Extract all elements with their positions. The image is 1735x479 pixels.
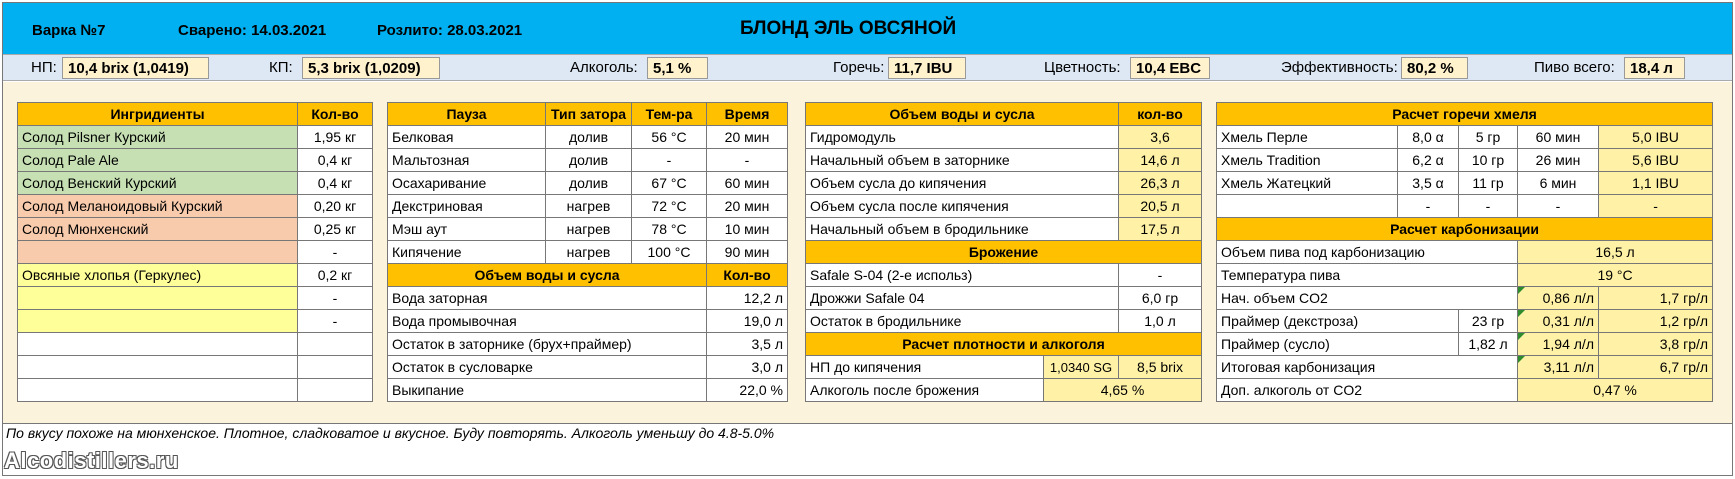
- hop-grams: 11 гр: [1459, 172, 1518, 195]
- ingredient-name: [18, 379, 298, 402]
- mash-temp: -: [632, 149, 707, 172]
- og-label: НП:: [31, 59, 57, 76]
- efficiency-label: Эффективность:: [1281, 59, 1398, 76]
- primer-wort-label: Праймер (сусло): [1217, 333, 1459, 356]
- gravity-header: Расчет плотности и алкоголя: [806, 333, 1202, 356]
- water-value: 3,0 л: [707, 356, 788, 379]
- ibu-label: Горечь:: [833, 59, 885, 76]
- table-row: [18, 356, 373, 379]
- total-carb-label: Итоговая карбонизация: [1217, 356, 1518, 379]
- table-row: [18, 195, 373, 218]
- hop-ibu: 5,0 IBU: [1599, 126, 1713, 149]
- primer-wort-vol: 1,94 л/л: [1518, 333, 1599, 356]
- mash-temp: 67 °C: [632, 172, 707, 195]
- og-boil-label: НП до кипячения: [806, 356, 1044, 379]
- ingredient-name: Солод Мюнхенский: [18, 218, 298, 241]
- hop-time: -: [1518, 195, 1599, 218]
- table-row: [806, 126, 1202, 149]
- ingredient-qty: [298, 379, 373, 402]
- ingredient-qty: 1,95 кг: [298, 126, 373, 149]
- mash-type: нагрев: [546, 218, 632, 241]
- water-value: 19,0 л: [707, 310, 788, 333]
- hop-time: 26 мин: [1518, 149, 1599, 172]
- hop-time: 60 мин: [1518, 126, 1599, 149]
- volume-value: 3,6: [1119, 126, 1202, 149]
- hop-alpha: 8,0 α: [1398, 126, 1459, 149]
- hop-alpha: 3,5 α: [1398, 172, 1459, 195]
- mash-type: долив: [546, 172, 632, 195]
- volume-item: Гидромодуль: [806, 126, 1119, 149]
- mash-time: 90 мин: [707, 241, 788, 264]
- tasting-note: По вкусу похоже на мюнхенское. Плотное, сладковатое и вкусное. Буду повторять. Алкоголь уменьшу до 4.8-5.0%: [6, 425, 775, 441]
- primer-dextrose-grams: 1,2 гр/л: [1599, 310, 1713, 333]
- ferm-value: 1,0 л: [1119, 310, 1202, 333]
- primer-wort-grams: 3,8 гр/л: [1599, 333, 1713, 356]
- beer-volume-label: Объем пива под карбонизацию: [1217, 241, 1518, 264]
- table-row: [388, 126, 788, 149]
- table-row: [388, 172, 788, 195]
- water-value: 12,2 л: [707, 287, 788, 310]
- table-row: [18, 333, 373, 356]
- table-row: [806, 264, 1202, 287]
- total-beer-value: 18,4 л: [1624, 57, 1685, 79]
- water-header: Объем воды и сусла: [388, 264, 707, 287]
- table-row: [388, 218, 788, 241]
- beer-temp-value: 19 °C: [1518, 264, 1713, 287]
- hops-table: [1216, 102, 1713, 402]
- table-row: [18, 218, 373, 241]
- hop-grams: -: [1459, 195, 1518, 218]
- table-row: [1217, 264, 1713, 287]
- hop-ibu: 5,6 IBU: [1599, 149, 1713, 172]
- table-row: [18, 310, 373, 333]
- mash-time: 10 мин: [707, 218, 788, 241]
- ferm-value: 6,0 гр: [1119, 287, 1202, 310]
- volumes-header: Объем воды и сусла: [806, 103, 1119, 126]
- table-row: [18, 379, 373, 402]
- table-row: [806, 149, 1202, 172]
- abv-after-value: 4,65 %: [1044, 379, 1202, 402]
- fermentation-header: Брожение: [806, 241, 1202, 264]
- ingredient-qty: 0,4 кг: [298, 172, 373, 195]
- table-row: [1217, 379, 1713, 402]
- ingredient-name: Солод Меланоидовый Курский: [18, 195, 298, 218]
- co2-label: Нач. объем CO2: [1217, 287, 1518, 310]
- volume-value: 26,3 л: [1119, 172, 1202, 195]
- ferm-item: Остаток в бродильнике: [806, 310, 1119, 333]
- table-row: [388, 149, 788, 172]
- mash-type: нагрев: [546, 195, 632, 218]
- primer-wort-amount: 1,82 л: [1459, 333, 1518, 356]
- ibu-value: 11,7 IBU: [888, 57, 966, 79]
- table-row: [1217, 287, 1713, 310]
- volume-value: 20,5 л: [1119, 195, 1202, 218]
- table-row: [806, 287, 1202, 310]
- fg-label: КП:: [269, 59, 293, 76]
- brew-date: Сварено: 14.03.2021: [178, 22, 327, 39]
- mash-pause: Осахаривание: [388, 172, 546, 195]
- og-boil-sg: 1,0340 SG: [1044, 356, 1119, 379]
- hop-grams: 5 гр: [1459, 126, 1518, 149]
- mash-temp: 56 °C: [632, 126, 707, 149]
- hop-name: Хмель Перле: [1217, 126, 1398, 149]
- mash-pause-header: Пауза: [388, 103, 546, 126]
- volume-value: 17,5 л: [1119, 218, 1202, 241]
- mash-temp: 100 °C: [632, 241, 707, 264]
- volume-item: Начальный объем в заторнике: [806, 149, 1119, 172]
- total-carb-vol: 3,11 л/л: [1518, 356, 1599, 379]
- table-row: [388, 310, 788, 333]
- mash-time-header: Время: [707, 103, 788, 126]
- ingredients-header: Ингридиенты: [18, 103, 298, 126]
- hop-alpha: 6,2 α: [1398, 149, 1459, 172]
- ferm-value: -: [1119, 264, 1202, 287]
- ingredient-qty: 0,4 кг: [298, 149, 373, 172]
- ingredient-name: [18, 287, 298, 310]
- ingredient-qty: -: [298, 287, 373, 310]
- ingredient-qty: [298, 333, 373, 356]
- total-carb-grams: 6,7 гр/л: [1599, 356, 1713, 379]
- watermark: Alcodistillers.ru: [4, 448, 179, 473]
- primer-dextrose-label: Праймер (декстроза): [1217, 310, 1459, 333]
- water-item: Остаток в заторнике (брух+праймер): [388, 333, 707, 356]
- mash-pause: Мэш аут: [388, 218, 546, 241]
- mash-table: [387, 102, 788, 402]
- ingredients-table: [17, 102, 373, 402]
- hop-grams: 10 гр: [1459, 149, 1518, 172]
- color-value: 10,4 EBC: [1130, 57, 1210, 79]
- volume-value: 14,6 л: [1119, 149, 1202, 172]
- hop-name: Хмель Жатецкий: [1217, 172, 1398, 195]
- table-row: [18, 241, 373, 264]
- table-row: [388, 287, 788, 310]
- water-qty-header: Кол-во: [707, 264, 788, 287]
- hop-name: [1217, 195, 1398, 218]
- ingredient-name: [18, 241, 298, 264]
- hop-time: 6 мин: [1518, 172, 1599, 195]
- ferm-item: Safale S-04 (2-е использ): [806, 264, 1119, 287]
- note-divider: [3, 423, 1732, 424]
- water-value: 3,5 л: [707, 333, 788, 356]
- bottle-date: Розлито: 28.03.2021: [377, 22, 523, 39]
- mash-time: -: [707, 149, 788, 172]
- table-row: [18, 126, 373, 149]
- hop-name: Хмель Tradition: [1217, 149, 1398, 172]
- extra-alcohol-value: 0,47 %: [1518, 379, 1713, 402]
- mash-pause: Белковая: [388, 126, 546, 149]
- mash-time: 20 мин: [707, 195, 788, 218]
- water-item: Остаток в сусловарке: [388, 356, 707, 379]
- mash-pause: Мальтозная: [388, 149, 546, 172]
- table-row: [388, 379, 788, 402]
- water-value: 22,0 %: [707, 379, 788, 402]
- recipe-title: БЛОНД ЭЛЬ ОВСЯНОЙ: [740, 18, 957, 39]
- ingredient-qty: [298, 356, 373, 379]
- volumes-qty-header: кол-во: [1119, 103, 1202, 126]
- color-label: Цветность:: [1044, 59, 1121, 76]
- ingredient-name: Солод Pale Ale: [18, 149, 298, 172]
- primer-dextrose-vol: 0,31 л/л: [1518, 310, 1599, 333]
- mash-time: 20 мин: [707, 126, 788, 149]
- mash-temp-header: Тем-ра: [632, 103, 707, 126]
- ingredient-name: [18, 310, 298, 333]
- stats-bar: [3, 54, 1732, 81]
- og-value: 10,4 brix (1,0419): [62, 57, 209, 79]
- table-row: [1217, 149, 1713, 172]
- beer-temp-label: Температура пива: [1217, 264, 1518, 287]
- volume-item: Объем сусла после кипячения: [806, 195, 1119, 218]
- table-row: [1217, 241, 1713, 264]
- table-row: [806, 356, 1202, 379]
- hop-alpha: -: [1398, 195, 1459, 218]
- mash-pause: Кипячение: [388, 241, 546, 264]
- table-row: [1217, 333, 1713, 356]
- table-row: [388, 195, 788, 218]
- water-item: Вода промывочная: [388, 310, 707, 333]
- mash-type: нагрев: [546, 241, 632, 264]
- table-row: [1217, 310, 1713, 333]
- ingredient-qty: 0,25 кг: [298, 218, 373, 241]
- volume-item: Объем сусла до кипячения: [806, 172, 1119, 195]
- fg-value: 5,3 brix (1,0209): [302, 57, 440, 79]
- mash-time: 60 мин: [707, 172, 788, 195]
- mash-pause: Декстриновая: [388, 195, 546, 218]
- water-item: Выкипание: [388, 379, 707, 402]
- hops-header: Расчет горечи хмеля: [1217, 103, 1713, 126]
- efficiency-value: 80,2 %: [1401, 57, 1468, 79]
- volume-item: Начальный объем в бродильнике: [806, 218, 1119, 241]
- og-boil-brix: 8,5 brix: [1119, 356, 1202, 379]
- ingredient-name: Солод Венский Курский: [18, 172, 298, 195]
- ingredient-name: Солод Pilsner Курский: [18, 126, 298, 149]
- table-row: [18, 287, 373, 310]
- table-row: [1217, 195, 1713, 218]
- ingredients-qty-header: Кол-во: [298, 103, 373, 126]
- extra-alcohol-label: Доп. алкоголь от CO2: [1217, 379, 1518, 402]
- total-beer-label: Пиво всего:: [1534, 59, 1615, 76]
- ingredient-qty: 0,2 кг: [298, 264, 373, 287]
- ingredient-name: [18, 333, 298, 356]
- abv-label: Алкоголь:: [570, 59, 638, 76]
- primer-dextrose-amount: 23 гр: [1459, 310, 1518, 333]
- ingredient-qty: -: [298, 241, 373, 264]
- table-row: [18, 172, 373, 195]
- mash-temp: 72 °C: [632, 195, 707, 218]
- table-row: [1217, 172, 1713, 195]
- table-row: [806, 379, 1202, 402]
- co2-vol: 0,86 л/л: [1518, 287, 1599, 310]
- table-row: [388, 356, 788, 379]
- table-row: [806, 218, 1202, 241]
- table-row: [1217, 126, 1713, 149]
- ingredient-name: [18, 356, 298, 379]
- ingredient-qty: -: [298, 310, 373, 333]
- table-row: [18, 149, 373, 172]
- ingredient-name: Овсяные хлопья (Геркулес): [18, 264, 298, 287]
- table-row: [18, 264, 373, 287]
- beer-volume-value: 16,5 л: [1518, 241, 1713, 264]
- abv-value: 5,1 %: [647, 57, 708, 79]
- abv-after-label: Алкоголь после брожения: [806, 379, 1044, 402]
- mash-type: долив: [546, 126, 632, 149]
- mash-type-header: Тип затора: [546, 103, 632, 126]
- table-row: [1217, 356, 1713, 379]
- batch-number: Варка №7: [32, 22, 106, 39]
- table-row: [806, 195, 1202, 218]
- table-row: [388, 241, 788, 264]
- ferm-item: Дрожжи Safale 04: [806, 287, 1119, 310]
- hop-ibu: 1,1 IBU: [1599, 172, 1713, 195]
- table-row: [806, 172, 1202, 195]
- table-row: [806, 310, 1202, 333]
- table-row: [388, 333, 788, 356]
- header-bar: [3, 3, 1732, 54]
- ingredient-qty: 0,20 кг: [298, 195, 373, 218]
- volumes-table: [805, 102, 1202, 402]
- co2-grams: 1,7 гр/л: [1599, 287, 1713, 310]
- mash-type: долив: [546, 149, 632, 172]
- hop-ibu: -: [1599, 195, 1713, 218]
- mash-temp: 78 °C: [632, 218, 707, 241]
- carbonation-header: Расчет карбонизации: [1217, 218, 1713, 241]
- water-item: Вода заторная: [388, 287, 707, 310]
